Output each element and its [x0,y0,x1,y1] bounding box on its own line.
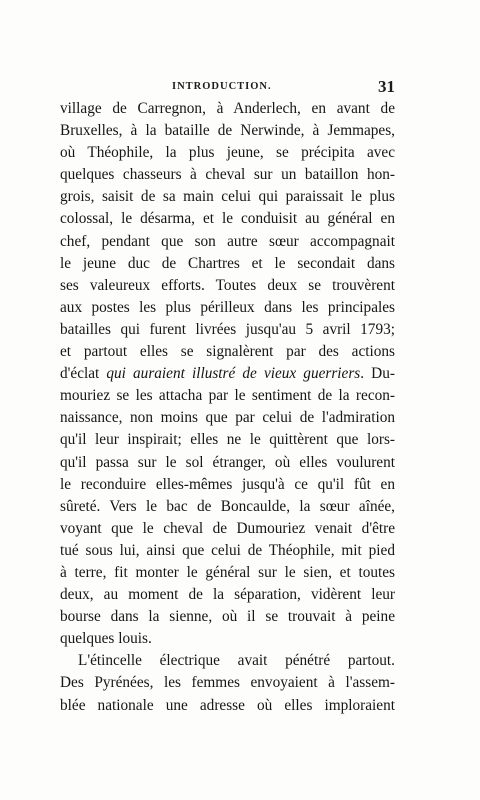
body-text [60,98,395,717]
text-line: le reconduire elles-mêmes jusqu'à ce qu'il fût en [60,475,395,493]
text-run: d'éclat [60,365,107,383]
text-line: à terre, fit monter le général sur le sien, et toutes [60,563,395,581]
text-line: où Théophile, la plus jeune, se précipita avec [60,144,395,162]
text-line: qu'il leur inspirait; elles ne le quittèrent que lors- [60,431,395,449]
paragraph [60,98,395,650]
text-line: L'étincelle électrique avait pénétré partout. [78,652,395,670]
text-line: sûreté. Vers le bac de Boncaulde, la sœur aînée, [60,497,395,515]
text-line [60,363,395,385]
text-line: tué sous lui, ainsi que celui de Théophile, mit pied [60,541,395,559]
text-run: . Du- [360,365,395,383]
page-number: 31 [378,77,395,96]
text-line: quelques louis. [60,630,152,648]
text-line: quelques chasseurs à cheval sur un bataillon hon- [60,166,395,184]
text-line: bourse dans la sienne, où il se trouvait à peine [60,608,395,626]
text-line: chef, pendant que son autre sœur accompagnait [60,232,395,250]
text-line: qu'il passa sur le sol étranger, où elles voulurent [60,453,395,471]
text-line: naissance, non moins que par celui de l'admiration [60,409,395,427]
text-line: grois, saisit de sa main celui qui paraissait le plus [60,188,395,206]
text-line: batailles qui furent livrées jusqu'au 5 avril 1793; [60,320,395,338]
running-title: INTRODUCTION. [172,81,272,92]
text-line: le jeune duc de Chartres et le secondait dans [60,254,395,272]
text-line: mouriez se les attacha par le sentiment de la recon- [60,387,395,405]
text-line: aux postes les plus périlleux dans les principales [60,298,395,316]
text-line: et partout elles se signalèrent par des actions [60,343,395,361]
text-line: village de Carregnon, à Anderlech, en avant de [60,100,395,117]
text-line: Bruxelles, à la bataille de Nerwinde, à Jemmapes, [60,122,395,140]
text-line: deux, au moment de la séparation, vidèrent leur [60,586,395,604]
text-line: Des Pyrénées, les femmes envoyaient à l'assem- [60,674,395,692]
italic-text-run: qui auraient illustré de vieux guerriers [106,365,361,383]
paragraph [60,650,395,716]
running-header [60,77,395,97]
text-line: voyant que le cheval de Dumouriez venait d'être [60,519,395,537]
text-line: colossal, le désarma, et le conduisit au général en [60,210,395,228]
text-line: blée nationale une adresse où elles imploraient [60,696,395,714]
text-line: ses valeureux efforts. Toutes deux se trouvèrent [60,276,395,294]
